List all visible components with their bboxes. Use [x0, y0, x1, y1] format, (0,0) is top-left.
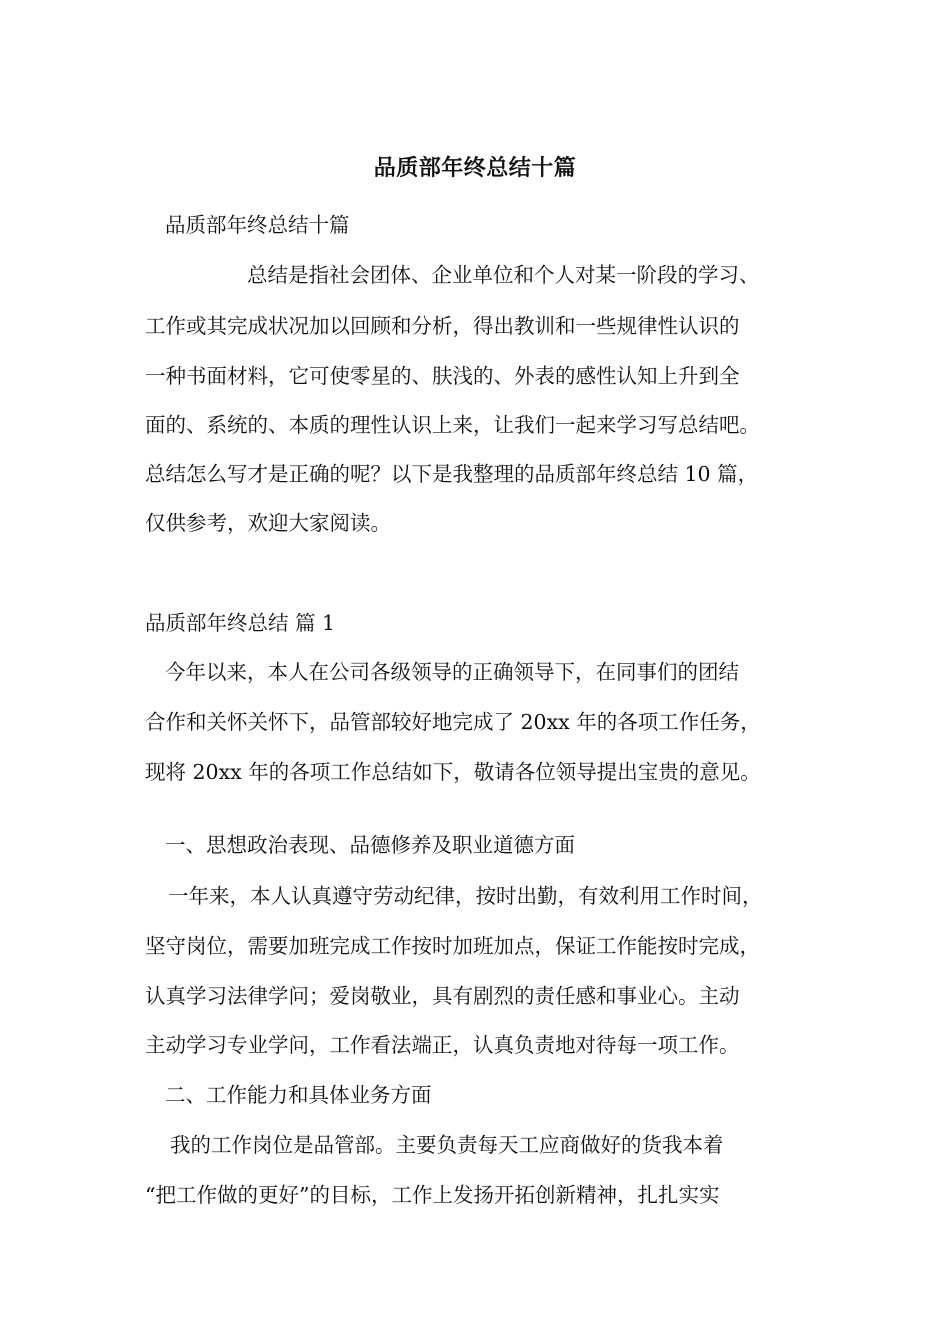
intro-line-4: 面的、系统的、本质的理性认识上来，让我们一起来学习写总结吧。: [145, 413, 760, 437]
para3-line-1: 我的工作岗位是品管部。主要负责每天工应商做好的货我本着: [170, 1133, 724, 1157]
section-heading: 品质部年终总结 篇 1: [145, 611, 336, 635]
heading-2: 二、工作能力和具体业务方面: [165, 1083, 432, 1107]
para2-line-1: 一年来，本人认真遵守劳动纪律，按时出勤，有效利用工作时间，: [168, 884, 763, 908]
intro-line-2: 工作或其完成状况加以回顾和分析，得出教训和一些规律性认识的: [145, 314, 740, 338]
para3-line-2: “把工作做的更好”的目标，工作上发扬开拓创新精神，扎扎实实: [145, 1183, 720, 1207]
intro-line-5: 总结怎么写才是正确的呢？以下是我整理的品质部年终总结 10 篇，: [145, 462, 759, 486]
para2-line-3: 认真学习法律学问；爱岗敬业，具有剧烈的责任感和事业心。主动: [145, 984, 740, 1008]
intro-line-1: 总结是指社会团体、企业单位和个人对某一阶段的学习、: [247, 263, 760, 287]
document-title: 品质部年终总结十篇: [373, 156, 577, 181]
intro-line-3: 一种书面材料，它可使零星的、肤浅的、外表的感性认知上升到全: [145, 364, 740, 388]
intro-line-6: 仅供参考，欢迎大家阅读。: [145, 511, 391, 535]
para2-line-2: 坚守岗位，需要加班完成工作按时加班加点，保证工作能按时完成，: [145, 934, 760, 958]
para1-line-2: 合作和关怀关怀下，品管部较好地完成了 20xx 年的各项工作任务，: [145, 710, 761, 734]
para1-line-1: 今年以来，本人在公司各级领导的正确领导下，在同事们的团结: [165, 660, 739, 684]
para1-line-3: 现将 20xx 年的各项工作总结如下，敬请各位领导提出宝贵的意见。: [145, 760, 761, 784]
document-subtitle: 品质部年终总结十篇: [165, 213, 350, 237]
para2-line-4: 主动学习专业学问，工作看法端正，认真负责地对待每一项工作。: [145, 1033, 740, 1057]
heading-1: 一、思想政治表现、品德修养及职业道德方面: [165, 833, 575, 857]
